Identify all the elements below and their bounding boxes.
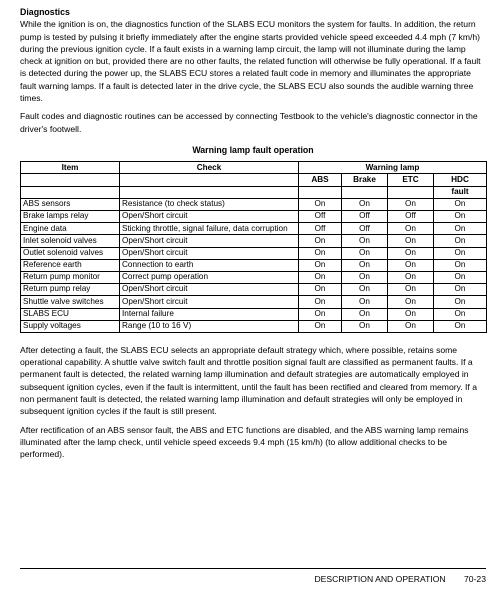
cell-abs: On — [299, 247, 342, 259]
cell-item: Shuttle valve switches — [21, 296, 120, 308]
table-caption: Warning lamp fault operation — [192, 144, 314, 155]
cell-hdc: On — [434, 247, 487, 259]
page-number: 70-23 — [464, 574, 486, 584]
cell-brake: On — [342, 320, 388, 332]
cell-etc: On — [388, 308, 434, 320]
cell-etc: On — [388, 271, 434, 283]
cell-check: Resistance (to check status) — [120, 198, 299, 210]
cell-hdc: On — [434, 296, 487, 308]
cell-check: Sticking throttle, signal failure, data corruption — [120, 223, 299, 235]
header-brake: Brake — [342, 174, 388, 186]
cell-hdc: On — [434, 235, 487, 247]
table-row — [21, 198, 487, 210]
cell-brake: On — [342, 198, 388, 210]
cell-hdc: On — [434, 211, 487, 223]
cell-abs: On — [299, 198, 342, 210]
header-abs: ABS — [299, 174, 342, 186]
cell-item: ABS sensors — [21, 198, 120, 210]
footer-section-name: DESCRIPTION AND OPERATION — [314, 574, 446, 584]
table-row — [21, 247, 487, 259]
cell-abs: On — [299, 320, 342, 332]
table-row — [21, 235, 487, 247]
page-footer — [298, 573, 486, 585]
cell-abs: On — [299, 308, 342, 320]
table-row — [21, 308, 487, 320]
header-warning-lamp: Warning lamp — [299, 162, 487, 174]
cell-brake: On — [342, 247, 388, 259]
footer-rule — [20, 568, 486, 569]
cell-brake: On — [342, 284, 388, 296]
cell-item: Return pump relay — [21, 284, 120, 296]
cell-etc: On — [388, 259, 434, 271]
cell-item: Outlet solenoid valves — [21, 247, 120, 259]
cell-item: SLABS ECU — [21, 308, 120, 320]
cell-item: Engine data — [21, 223, 120, 235]
cell-abs: On — [299, 235, 342, 247]
cell-etc: On — [388, 320, 434, 332]
table-row — [21, 259, 487, 271]
cell-hdc: On — [434, 320, 487, 332]
cell-check: Open/Short circuit — [120, 211, 299, 223]
cell-etc: Off — [388, 211, 434, 223]
cell-etc: On — [388, 296, 434, 308]
cell-check: Open/Short circuit — [120, 235, 299, 247]
cell-item: Reference earth — [21, 259, 120, 271]
cell-brake: On — [342, 308, 388, 320]
cell-hdc: On — [434, 198, 487, 210]
cell-check: Connection to earth — [120, 259, 299, 271]
cell-check: Correct pump operation — [120, 271, 299, 283]
cell-item: Supply voltages — [21, 320, 120, 332]
cell-hdc: On — [434, 271, 487, 283]
cell-check: Open/Short circuit — [120, 247, 299, 259]
cell-hdc: On — [434, 284, 487, 296]
abs-sensor-paragraph: After rectification of an ABS sensor fault, the ABS and ETC functions are disabled, and the ABS warning lamp remains illuminated after the lamp check, until vehicle speed exceeds 9.4 mph (15 km/h) (to allow additional checks to be performed). — [20, 424, 469, 460]
cell-brake: Off — [342, 223, 388, 235]
cell-item: Return pump monitor — [21, 271, 120, 283]
table-row — [21, 320, 487, 332]
document-page — [20, 6, 486, 467]
cell-brake: On — [342, 259, 388, 271]
header-hdc: HDC — [434, 174, 487, 186]
cell-abs: On — [299, 259, 342, 271]
table-row — [21, 296, 487, 308]
cell-check: Open/Short circuit — [120, 284, 299, 296]
cell-abs: On — [299, 271, 342, 283]
cell-brake: Off — [342, 211, 388, 223]
cell-hdc: On — [434, 308, 487, 320]
section-heading: Diagnostics — [20, 7, 70, 17]
cell-brake: On — [342, 235, 388, 247]
cell-item: Brake lamps relay — [21, 211, 120, 223]
table-body — [21, 198, 487, 332]
header-hdc-fault: fault — [434, 186, 487, 198]
cell-etc: On — [388, 223, 434, 235]
cell-hdc: On — [434, 223, 487, 235]
cell-check: Internal failure — [120, 308, 299, 320]
cell-abs: Off — [299, 223, 342, 235]
testbook-paragraph: Fault codes and diagnostic routines can be accessed by connecting Testbook to the vehicle's diagnostic connector in the driver's footwell. — [20, 111, 478, 134]
table-row — [21, 284, 487, 296]
diagnostics-paragraph: While the ignition is on, the diagnostics function of the SLABS ECU monitors the system for faults. In addition, the return pump is tested by pulsing it briefly immediately after the engine starts provided vehicle speed exceeded 4.4 mph (7 km/h) during the previous ignition cycle. If a fault exists in a warning lamp circuit, the lamp will not illuminate during the lamp check at ignition on but, provided there are no other faults, the related function will otherwise be fully operational. If a fault is detected during the power up, the SLABS ECU stores a related fault code in memory and illuminates the appropriate fault warning lamps. If a fault is detected later in the drive cycle, the SLABS ECU also sounds the audible warning three times. — [20, 19, 481, 104]
cell-item: Inlet solenoid valves — [21, 235, 120, 247]
header-check: Check — [120, 162, 299, 174]
cell-hdc: On — [434, 259, 487, 271]
cell-brake: On — [342, 271, 388, 283]
default-strategy-paragraph: After detecting a fault, the SLABS ECU selects an appropriate default strategy which, where possible, retains some operational capability. A shuttle valve switch fault and throttle position signal fault are classified as permanent faults. If a permanent fault is detected, the related warning lamp illumination and default strategies are automatically employed in subsequent ignition cycles, even if the fault is intermittent, until the fault has been rectified and cleared from memory. If a non permanent fault is detected, the related warning lamp illumination and default strategies will only be employed in subsequent ignition cycles if the fault is still present. — [20, 344, 477, 417]
cell-abs: Off — [299, 211, 342, 223]
cell-etc: On — [388, 235, 434, 247]
cell-etc: On — [388, 198, 434, 210]
cell-brake: On — [342, 296, 388, 308]
warning-lamp-table — [20, 161, 487, 333]
cell-check: Range (10 to 16 V) — [120, 320, 299, 332]
table-row — [21, 211, 487, 223]
table-row — [21, 223, 487, 235]
cell-etc: On — [388, 284, 434, 296]
cell-abs: On — [299, 296, 342, 308]
cell-abs: On — [299, 284, 342, 296]
cell-check: Open/Short circuit — [120, 296, 299, 308]
table-row — [21, 271, 487, 283]
header-etc: ETC — [388, 174, 434, 186]
header-item: Item — [21, 162, 120, 174]
cell-etc: On — [388, 247, 434, 259]
